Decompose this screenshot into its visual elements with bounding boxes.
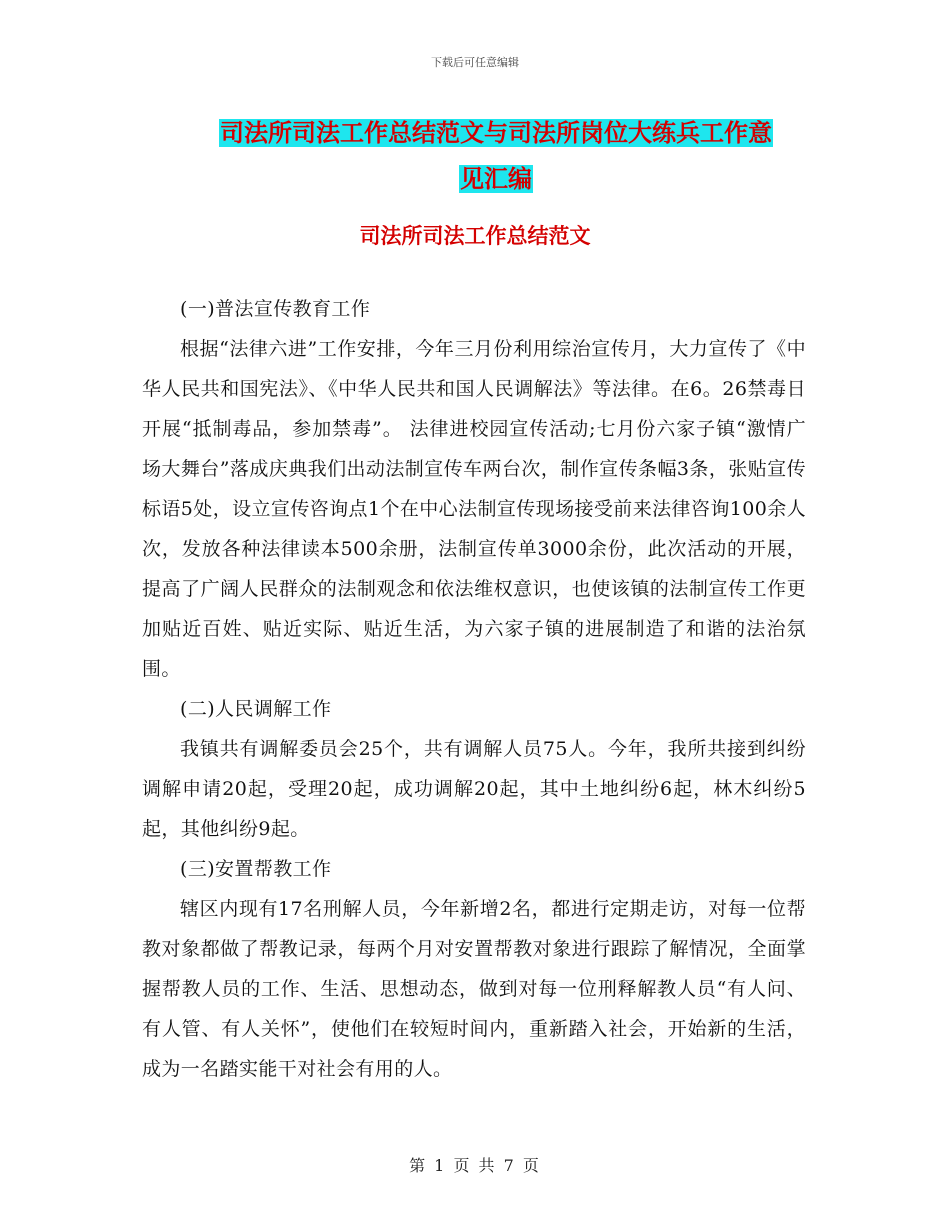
heading-legal-education: (一)普法宣传教育工作 xyxy=(180,298,371,320)
paragraph-legal-education: 根据“法律六进”工作安排，今年三月份利用综治宣传月，大力宣传了《中华人民共和国宪法》、《中华人民共和国人民调解法》等法律。在6。26禁毒日开展“抵制毒品，参加禁毒”。 法律进校园宣传活动;七月份六家子镇“激情广场大舞台”落成庆典我们出动法制宣传车两台次，制作宣传条幅3条，张贴宣传标语5处，设立宣传咨询点1个在中心法制宣传现场接受前来法律咨询100余人次，发放各种法律读本500余册，法制宣传单3000余份，此次活动的开展，提高了广阔人民群众的法制观念和依法维权意识，也使该镇的法制宣传工作更加贴近百姓、贴近实际、贴近生活，为六家子镇的进展制造了和谐的法治氛围。 xyxy=(142,338,806,680)
header-note: 下载后可任意编辑 xyxy=(431,56,519,69)
document-title-line-2: 见汇编 xyxy=(460,165,532,193)
heading-resettlement: (三)安置帮教工作 xyxy=(180,858,332,880)
document-title xyxy=(140,110,852,202)
page-number-footer: 第 1 页 共 7 页 xyxy=(409,1156,541,1175)
heading-mediation: (二)人民调解工作 xyxy=(180,698,332,720)
section-title: 司法所司法工作总结范文 xyxy=(359,224,591,248)
document-title-line-1: 司法所司法工作总结范文与司法所岗位大练兵工作意 xyxy=(220,119,772,147)
paragraph-resettlement: 辖区内现有17名刑解人员，今年新增2名，都进行定期走访，对每一位帮教对象都做了帮教记录，每两个月对安置帮教对象进行跟踪了解情况，全面掌握帮教人员的工作、生活、思想动态，做到对每一位刑释解教人员“有人问、有人管、有人关怀”，使他们在较短时间内，重新踏入社会，开始新的生活，成为一名踏实能干对社会有用的人。 xyxy=(142,898,806,1080)
document-body xyxy=(142,289,806,1089)
paragraph-mediation: 我镇共有调解委员会25个，共有调解人员75人。今年，我所共接到纠纷调解申请20起，受理20起，成功调解20起，其中土地纠纷6起，林木纠纷5起，其他纠纷9起。 xyxy=(142,738,806,840)
